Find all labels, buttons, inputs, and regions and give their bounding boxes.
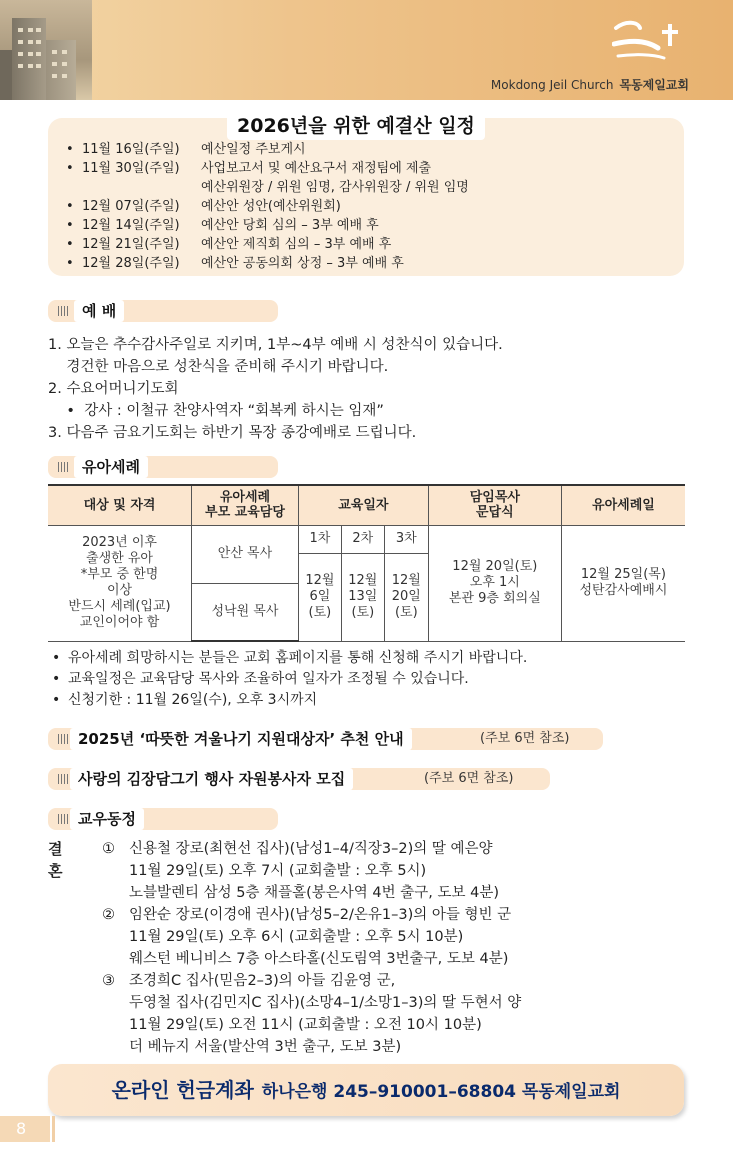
- table-header: 유아세례 부모 교육담당: [192, 485, 299, 525]
- baptism-notes: [52, 648, 527, 711]
- table-cell-manager: 안산 목사: [192, 525, 299, 583]
- list-item: • 11월 30일(주일) 사업보고서 및 예산요구서 재정팀에 제출: [64, 159, 469, 178]
- worship-line: 경건한 마음으로 성찬식을 준비해 주시기 바랍니다.: [48, 359, 389, 375]
- table-cell-session-date: 12월 13일 (토): [341, 553, 384, 641]
- kimjang-note: (주보 6면 참조): [424, 771, 514, 786]
- table-cell-session: 1차: [298, 525, 341, 553]
- kimjang-section-bar: [48, 768, 550, 790]
- section-marker-icon: [58, 462, 68, 472]
- worship-line: 2. 수요어머니기도회: [48, 381, 179, 397]
- baptism-heading: 유아세례: [74, 456, 148, 478]
- section-marker-icon: [58, 734, 68, 744]
- church-name-en: Mokdong Jeil Church: [490, 78, 614, 92]
- section-marker-icon: [58, 774, 68, 784]
- list-item: • 12월 28일(주일) 예산안 공동의회 상정 – 3부 예배 후: [64, 254, 469, 273]
- table-header: 대상 및 자격: [48, 485, 192, 525]
- winter-note: (주보 6면 참조): [480, 731, 570, 746]
- table-cell-session: 2차: [341, 525, 384, 553]
- online-offering-banner: [48, 1064, 684, 1116]
- table-cell-session: 3차: [384, 525, 428, 553]
- list-item: • 교육일정은 교육담당 목사와 조율하여 일자가 조정될 수 있습니다.: [52, 669, 527, 690]
- worship-line: 1. 오늘은 추수감사주일로 지키며, 1부~4부 예배 시 성찬식이 있습니다.: [48, 337, 503, 353]
- list-item: • 11월 16일(주일) 예산일정 주보게시: [64, 140, 469, 159]
- news-section-bar: [48, 808, 278, 830]
- table-cell-session-date: 12월 20일 (토): [384, 553, 428, 641]
- wedding-label: 결 혼: [48, 840, 63, 880]
- church-name: [491, 76, 689, 93]
- list-item: 예산위원장 / 위원 임명, 감사위원장 / 위원 임명: [201, 180, 469, 195]
- list-item: • 12월 07일(주일) 예산안 성안(예산위원회): [64, 197, 469, 216]
- table-cell-manager: 성낙원 목사: [192, 583, 299, 641]
- table-cell-ceremony: 12월 25일(목) 성탄감사예배시: [561, 525, 685, 641]
- baptism-section-bar: [48, 456, 278, 478]
- worship-section-bar: [48, 300, 278, 322]
- table-header: 유아세례일: [561, 485, 685, 525]
- table-header: 담임목사 문답식: [428, 485, 561, 525]
- worship-line: 3. 다음주 금요기도회는 하반기 목장 종강예배로 드립니다.: [48, 425, 417, 441]
- page-header: [0, 0, 733, 100]
- table-header: 교육일자: [298, 485, 428, 525]
- worship-heading: 예 배: [74, 300, 124, 322]
- worship-line: • 강사 : 이철규 찬양사역자 “회복케 하시는 임재”: [48, 403, 384, 419]
- news-heading: 교우동정: [70, 808, 144, 830]
- list-item: • 12월 21일(주일) 예산안 제직회 심의 – 3부 예배 후: [64, 235, 469, 254]
- section-marker-icon: [58, 814, 68, 824]
- winter-section-bar: [48, 728, 603, 750]
- section-marker-icon: [58, 306, 68, 316]
- table-cell-session-date: 12월 6일 (토): [298, 553, 341, 641]
- church-name-ko: 목동제일교회: [619, 78, 689, 92]
- list-item: • 12월 14일(주일) 예산안 당회 심의 – 3부 예배 후: [64, 216, 469, 235]
- church-building-photo: [0, 0, 92, 100]
- page-edge-line: [52, 1116, 55, 1142]
- offering-label: 온라인 헌금계좌: [111, 1078, 254, 1102]
- list-item: • 신청기한 : 11월 26일(수), 오후 3시까지: [52, 690, 527, 711]
- table-cell-target: 2023년 이후 출생한 유아 *부모 중 한명 이상 반드시 세례(입교) 교인이어야 함: [48, 525, 192, 641]
- list-item: • 유아세례 희망하시는 분들은 교회 홈페이지를 통해 신청해 주시기 바랍니다.: [52, 648, 527, 669]
- baptism-table: [48, 484, 685, 642]
- table-cell-qa: 12월 20일(토) 오후 1시 본관 9층 회의실: [428, 525, 561, 641]
- offering-account: 하나은행 245–910001–68804 목동제일교회: [261, 1082, 621, 1102]
- budget-schedule-title: 2026년을 위한 예결산 일정: [227, 112, 485, 140]
- budget-schedule-list: [64, 140, 469, 273]
- kimjang-heading: 사랑의 김장담그기 행사 자원봉사자 모집: [70, 768, 353, 790]
- page-number: 8: [16, 1119, 27, 1138]
- winter-heading: 2025년 ‘따뜻한 겨울나기 지원대상자’ 추천 안내: [70, 728, 412, 750]
- church-logo-icon: [612, 18, 684, 62]
- worship-notices: [48, 334, 503, 444]
